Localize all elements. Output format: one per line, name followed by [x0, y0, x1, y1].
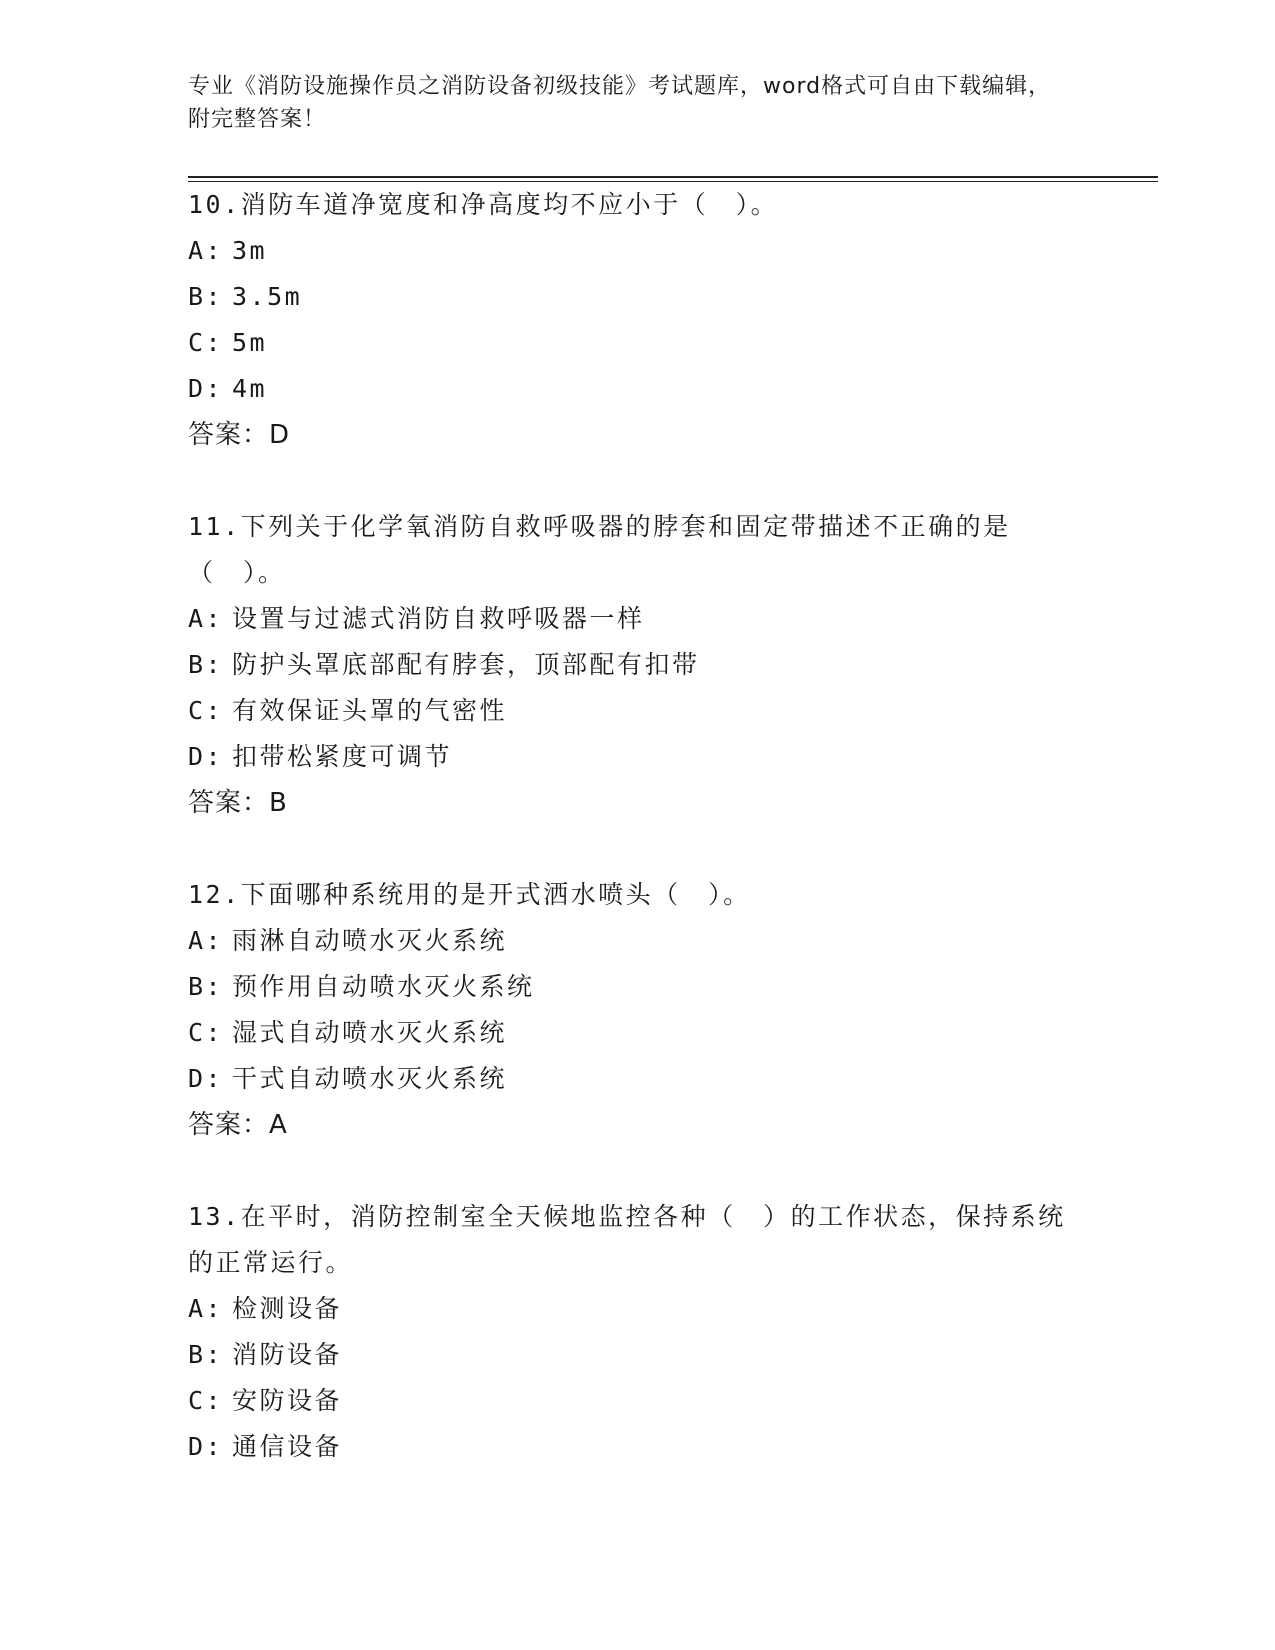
option-text: 湿式自动喷水灭火系统: [232, 1018, 508, 1047]
answer-line: 答案：B: [188, 788, 288, 818]
option-text: 雨淋自动喷水灭火系统: [232, 926, 508, 955]
option-text: 有效保证头罩的气密性: [232, 696, 508, 725]
option-letter: D:: [188, 742, 224, 771]
option-text: 干式自动喷水灭火系统: [232, 1064, 508, 1093]
question-stem: 12.下面哪种系统用的是开式洒水喷头（ ）。: [188, 880, 751, 909]
option-text: 设置与过滤式消防自救呼吸器一样: [232, 604, 645, 633]
option-c: [188, 1378, 1158, 1424]
option-a: [188, 228, 1158, 274]
option-d: [188, 366, 1158, 412]
question-12: [188, 872, 1158, 1148]
option-text: 防护头罩底部配有脖套，顶部配有扣带: [232, 650, 700, 679]
question-stem: 13.在平时，消防控制室全天候地监控各种（ ）的工作状态，保持系统的正常运行。: [188, 1202, 1066, 1277]
option-a: [188, 1286, 1158, 1332]
option-letter: C:: [188, 696, 224, 725]
option-letter: D:: [188, 1064, 224, 1093]
question-13: [188, 1194, 1158, 1470]
option-letter: D:: [188, 374, 224, 403]
question-stem: 10.消防车道净宽度和净高度均不应小于（ ）。: [188, 190, 779, 219]
option-text: 通信设备: [232, 1432, 343, 1461]
option-c: [188, 320, 1158, 366]
option-d: [188, 1056, 1158, 1102]
option-text: 预作用自动喷水灭火系统: [232, 972, 535, 1001]
option-text: 3m: [232, 236, 268, 265]
option-text: 3.5m: [232, 282, 303, 311]
option-text: 消防设备: [232, 1340, 343, 1369]
option-c: [188, 688, 1158, 734]
option-letter: A:: [188, 926, 224, 955]
option-letter: B:: [188, 972, 224, 1001]
option-b: [188, 642, 1158, 688]
option-letter: A:: [188, 236, 224, 265]
document-page: [188, 70, 1158, 1470]
option-text: 检测设备: [232, 1294, 343, 1323]
option-letter: D:: [188, 1432, 224, 1461]
option-text: 4m: [232, 374, 268, 403]
option-text: 安防设备: [232, 1386, 343, 1415]
option-d: [188, 734, 1158, 780]
option-letter: C:: [188, 1386, 224, 1415]
option-c: [188, 1010, 1158, 1056]
answer-line: 答案：A: [188, 1110, 288, 1140]
question-stem: 11.下列关于化学氧消防自救呼吸器的脖套和固定带描述不正确的是（ ）。: [188, 512, 1011, 587]
option-letter: A:: [188, 604, 224, 633]
spacer: [188, 1148, 1158, 1194]
option-d: [188, 1424, 1158, 1470]
spacer: [188, 458, 1158, 504]
spacer: [188, 826, 1158, 872]
option-letter: B:: [188, 1340, 224, 1369]
option-letter: A:: [188, 1294, 224, 1323]
option-text: 5m: [232, 328, 268, 357]
option-letter: C:: [188, 1018, 224, 1047]
option-b: [188, 1332, 1158, 1378]
option-letter: C:: [188, 328, 224, 357]
option-letter: B:: [188, 650, 224, 679]
question-10: [188, 182, 1158, 458]
option-b: [188, 964, 1158, 1010]
divider-line-top: [188, 176, 1158, 178]
answer-line: 答案：D: [188, 420, 291, 450]
option-a: [188, 918, 1158, 964]
option-letter: B:: [188, 282, 224, 311]
option-a: [188, 596, 1158, 642]
option-text: 扣带松紧度可调节: [232, 742, 453, 771]
option-b: [188, 274, 1158, 320]
question-11: [188, 504, 1158, 826]
document-intro: 专业《消防设施操作员之消防设备初级技能》考试题库，word格式可自由下载编辑，附完整答案！: [188, 74, 1052, 132]
